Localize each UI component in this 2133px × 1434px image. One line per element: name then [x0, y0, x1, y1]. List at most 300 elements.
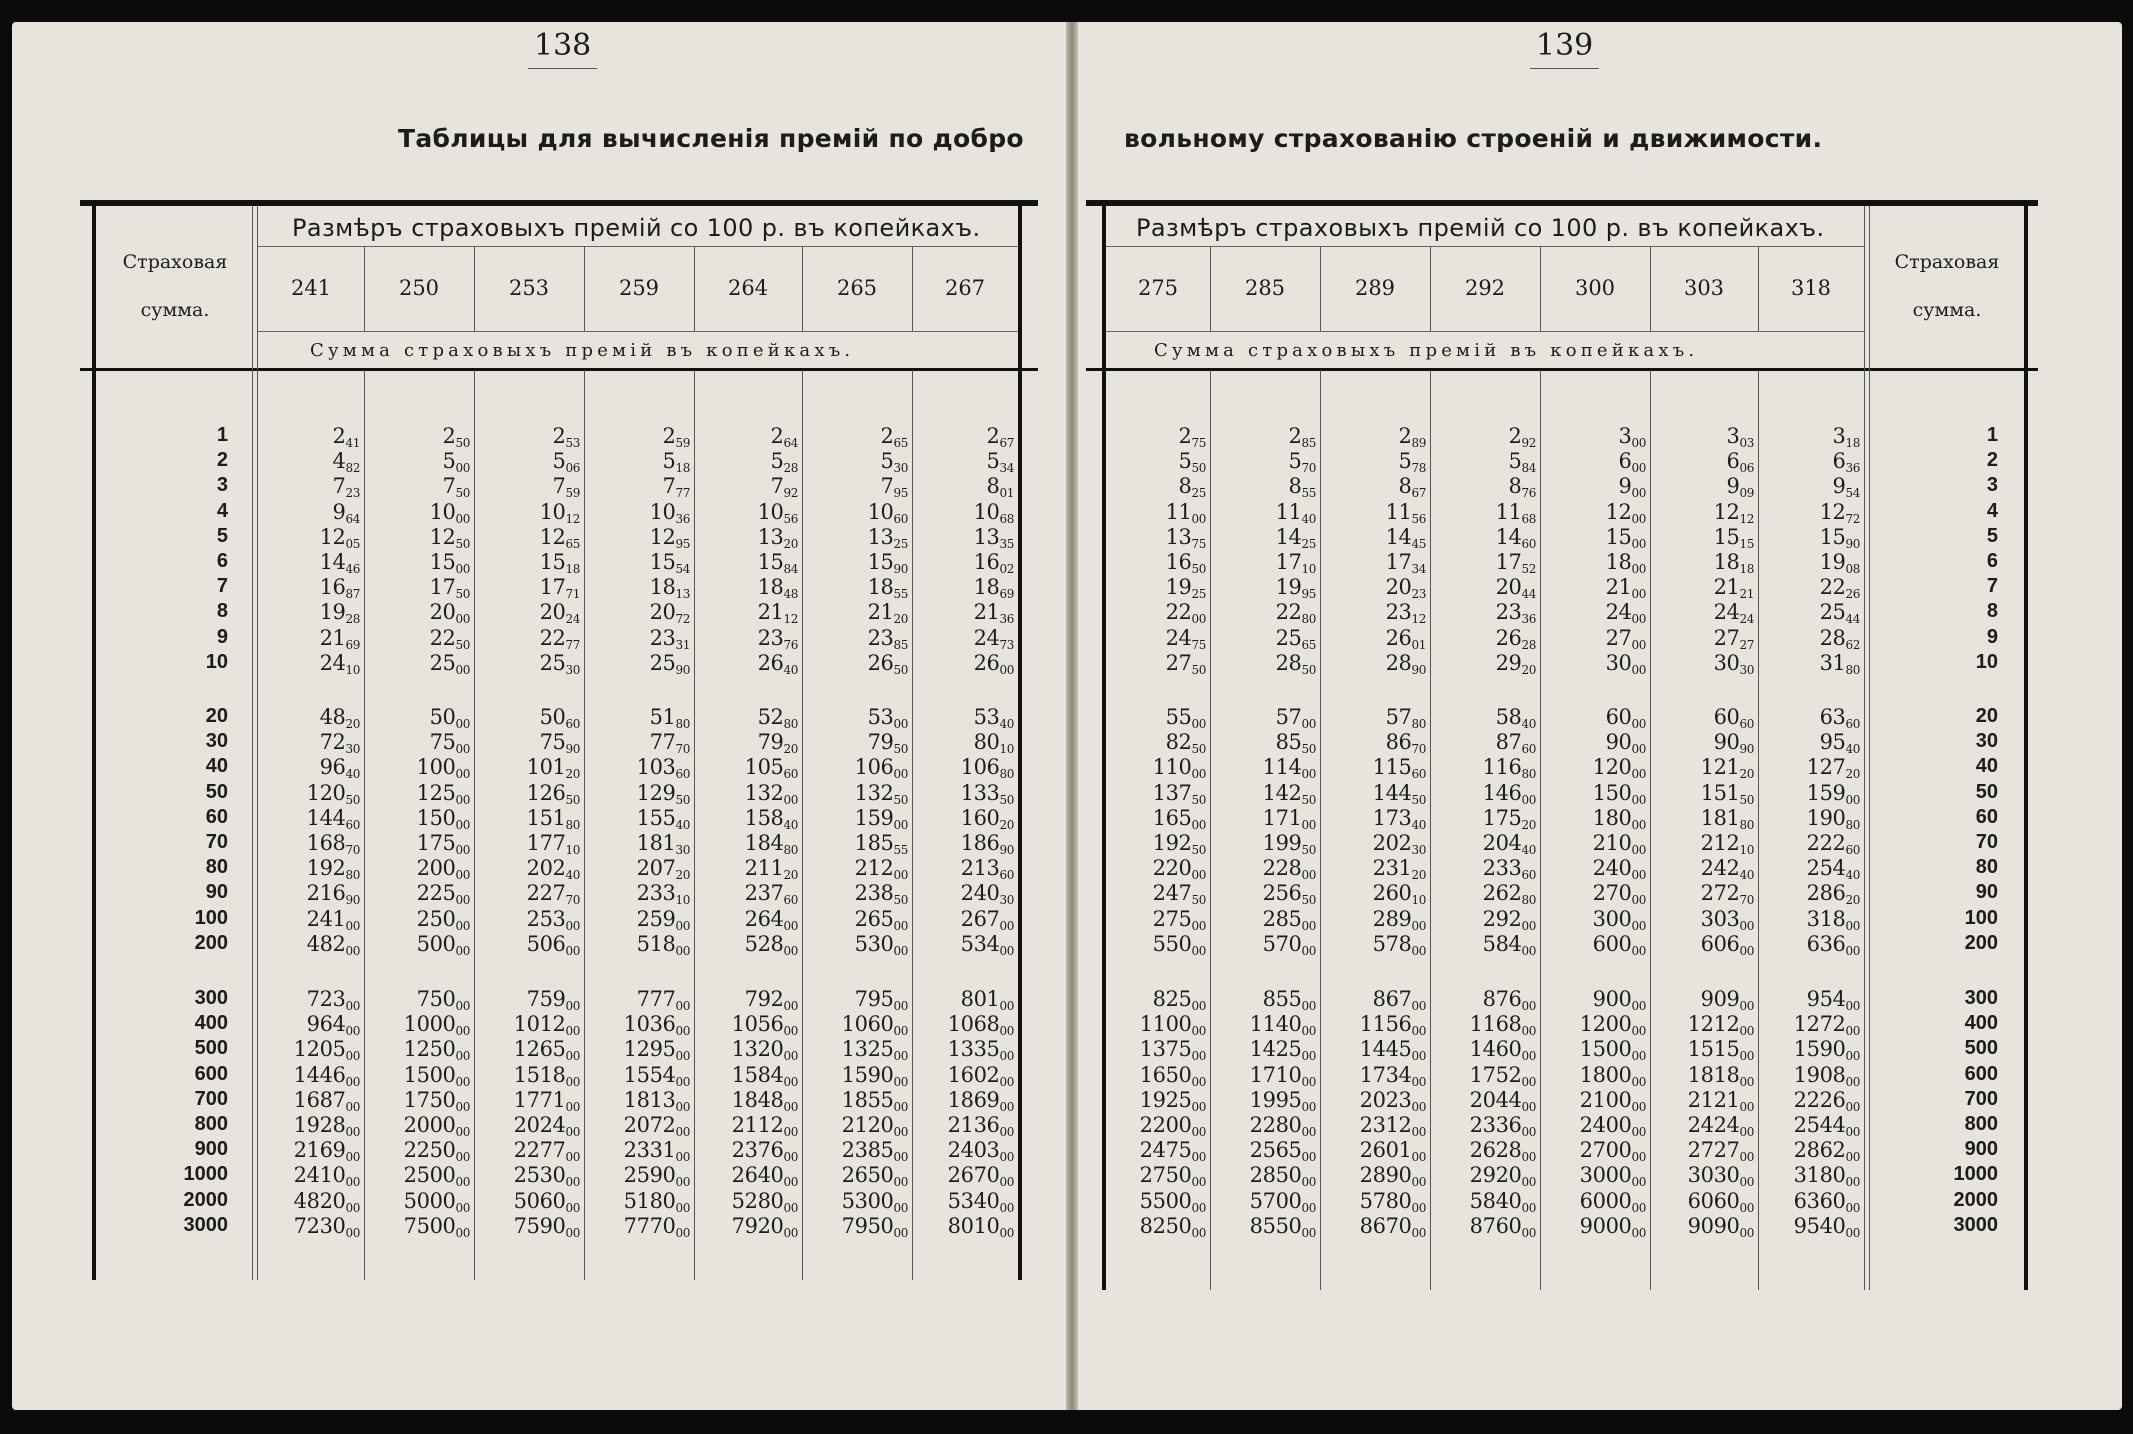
premium-kopecks: 80	[1739, 817, 1754, 832]
left-premium-cell	[590, 1063, 690, 1089]
premium-rubles: 528	[744, 931, 784, 956]
premium-kopecks: 60	[893, 511, 908, 526]
right-premium-cell	[1326, 932, 1426, 958]
left-rate-divider	[694, 246, 695, 331]
premium-kopecks: 40	[1521, 717, 1536, 731]
premium-kopecks: 18	[565, 562, 580, 576]
premium-kopecks: 40	[345, 767, 360, 782]
premium-kopecks: 90	[345, 893, 360, 908]
premium-rubles: 10	[649, 499, 676, 524]
premium-rubles: 150	[416, 805, 456, 830]
premium-kopecks: 00	[565, 1024, 580, 1039]
premium-rubles: 18	[649, 575, 676, 600]
premium-rubles: 77	[649, 730, 676, 755]
right-premium-cell	[1654, 1138, 1754, 1164]
premium-rubles: 2590	[623, 1163, 676, 1188]
premium-rubles: 8	[1288, 474, 1302, 499]
left-premium-cell	[698, 932, 798, 958]
right-premium-cell	[1436, 987, 1536, 1013]
left-premium-cell	[590, 1012, 690, 1038]
premium-kopecks: 00	[565, 1125, 580, 1139]
left-rate-divider	[364, 246, 365, 331]
premium-kopecks: 09	[1739, 486, 1754, 501]
right-premium-cell	[1546, 705, 1646, 731]
premium-rubles: 175	[1482, 805, 1522, 830]
left-premium-cell	[480, 907, 580, 933]
premium-kopecks: 00	[1631, 461, 1646, 476]
premium-kopecks: 00	[1739, 1024, 1754, 1039]
right-premium-cell	[1654, 987, 1754, 1013]
right-premium-cell	[1760, 449, 1860, 475]
premium-rubles: 23	[867, 625, 894, 650]
right-premium-cell	[1436, 1088, 1536, 1114]
premium-rubles: 8	[986, 474, 1000, 499]
right-premium-cell	[1546, 474, 1646, 500]
premium-rubles: 202	[526, 856, 566, 881]
left-premium-cell	[480, 881, 580, 907]
premium-kopecks: 00	[1301, 1024, 1316, 1039]
left-premium-cell	[808, 474, 908, 500]
right-header-rule	[1086, 368, 2038, 371]
right-amount-4: 4	[1986, 499, 1998, 522]
premium-kopecks: 60	[1845, 717, 1860, 731]
premium-kopecks: 30	[1411, 843, 1426, 857]
premium-kopecks: 00	[1521, 1200, 1536, 1215]
premium-rubles: 2000	[403, 1113, 456, 1137]
right-premium-cell	[1216, 1138, 1316, 1164]
premium-rubles: 600	[1592, 931, 1632, 956]
left-premium-cell	[590, 1037, 690, 1063]
left-premium-cell	[480, 831, 580, 857]
left-premium-cell	[260, 474, 360, 500]
premium-rubles: 2	[552, 424, 566, 448]
premium-rubles: 2	[442, 424, 456, 448]
premium-rubles: 5180	[623, 1188, 676, 1213]
premium-kopecks: 00	[1631, 1074, 1646, 1089]
premium-kopecks: 00	[1845, 1200, 1860, 1215]
premium-kopecks: 80	[999, 767, 1014, 782]
left-premium-cell	[480, 705, 580, 731]
left-rate-250: 250	[398, 276, 440, 300]
left-premium-cell	[914, 1063, 1014, 1089]
left-premium-cell	[698, 755, 798, 781]
premium-kopecks: 00	[455, 918, 470, 933]
premium-kopecks: 01	[999, 486, 1014, 501]
premium-rubles: 900	[1592, 987, 1632, 1011]
premium-rubles: 247	[1152, 881, 1192, 906]
premium-rubles: 8760	[1469, 1213, 1522, 1238]
premium-rubles: 2530	[513, 1163, 566, 1188]
premium-kopecks: 06	[565, 461, 580, 476]
premium-kopecks: 08	[1845, 562, 1860, 576]
left-premium-cell	[914, 474, 1014, 500]
premium-kopecks: 00	[1845, 1099, 1860, 1114]
premium-kopecks: 00	[1521, 999, 1536, 1013]
premium-kopecks: 00	[455, 843, 470, 857]
right-premium-cell	[1546, 755, 1646, 781]
premium-kopecks: 62	[1845, 637, 1860, 652]
right-premium-cell	[1106, 932, 1206, 958]
right-column-divider	[1210, 370, 1211, 1290]
premium-rubles: 7	[332, 474, 346, 499]
right-premium-cell	[1436, 1189, 1536, 1215]
left-premium-cell	[480, 550, 580, 576]
premium-rubles: 2250	[403, 1138, 456, 1163]
left-amount-400: 400	[194, 1012, 228, 1035]
premium-rubles: 5	[1178, 449, 1192, 474]
premium-rubles: 7	[552, 474, 566, 499]
premium-kopecks: 00	[675, 1150, 690, 1165]
right-premium-cell	[1326, 705, 1426, 731]
premium-kopecks: 00	[565, 999, 580, 1013]
left-column-divider	[474, 370, 475, 1280]
premium-rubles: 15	[757, 550, 784, 574]
left-sum-separator	[252, 206, 253, 1280]
premium-rubles: 9	[1618, 474, 1632, 499]
right-top-rule	[1086, 200, 2038, 206]
premium-kopecks: 40	[1411, 817, 1426, 832]
premium-rubles: 2100	[1579, 1087, 1632, 1112]
right-premium-cell	[1436, 550, 1536, 576]
left-premium-cell	[480, 424, 580, 450]
premium-kopecks: 64	[345, 511, 360, 526]
premium-kopecks: 00	[345, 1099, 360, 1114]
right-premium-cell	[1546, 987, 1646, 1013]
premium-rubles: 534	[960, 931, 1000, 956]
premium-kopecks: 90	[675, 662, 690, 677]
premium-rubles: 2403	[947, 1138, 1000, 1163]
premium-kopecks: 00	[1411, 1175, 1426, 1190]
right-amount-300: 300	[1964, 987, 1998, 1009]
left-premium-cell	[914, 932, 1014, 958]
premium-rubles: 12	[319, 524, 346, 549]
premium-rubles: 3180	[1793, 1163, 1846, 1188]
premium-kopecks: 50	[893, 662, 908, 677]
premium-kopecks: 00	[1631, 612, 1646, 627]
premium-kopecks: 60	[1739, 717, 1754, 731]
premium-rubles: 1250	[403, 1037, 456, 1062]
right-page-heading: вольному страхованію строеній и движимости.	[1124, 124, 1823, 153]
premium-kopecks: 75	[1191, 436, 1206, 450]
left-premium-cell	[370, 856, 470, 882]
right-premium-cell	[1546, 932, 1646, 958]
right-premium-cell	[1760, 1113, 1860, 1139]
premium-kopecks: 00	[1301, 1200, 1316, 1215]
left-premium-cell	[698, 856, 798, 882]
left-premium-cell	[590, 449, 690, 475]
premium-rubles: 1515	[1687, 1037, 1740, 1062]
right-premium-cell	[1546, 881, 1646, 907]
premium-rubles: 26	[757, 650, 784, 675]
premium-kopecks: 50	[1191, 893, 1206, 908]
right-premium-cell	[1326, 881, 1426, 907]
right-premium-cell	[1106, 1138, 1206, 1164]
right-amount-1: 1	[1986, 424, 1998, 446]
premium-kopecks: 00	[565, 1074, 580, 1089]
premium-rubles: 1500	[1579, 1037, 1632, 1062]
right-premium-cell	[1436, 474, 1536, 500]
premium-kopecks: 00	[1411, 1125, 1426, 1139]
left-premium-cell	[698, 1037, 798, 1063]
premium-kopecks: 20	[893, 612, 908, 627]
premium-kopecks: 00	[1631, 1099, 1646, 1114]
premium-rubles: 636	[1806, 931, 1846, 956]
premium-rubles: 2424	[1687, 1113, 1740, 1137]
premium-rubles: 14	[319, 550, 346, 574]
premium-rubles: 6	[1618, 449, 1632, 474]
right-premium-cell	[1436, 781, 1536, 807]
premium-rubles: 185	[854, 831, 894, 855]
premium-rubles: 2862	[1793, 1138, 1846, 1163]
right-premium-cell	[1654, 730, 1754, 756]
left-premium-cell	[480, 500, 580, 526]
premium-rubles: 115	[1372, 755, 1412, 780]
premium-kopecks: 20	[783, 536, 798, 551]
premium-kopecks: 00	[675, 1125, 690, 1139]
right-premium-cell	[1654, 1113, 1754, 1139]
premium-rubles: 15	[539, 550, 566, 574]
premium-rubles: 506	[526, 931, 566, 956]
premium-kopecks: 00	[1631, 918, 1646, 933]
right-column-divider	[1650, 370, 1651, 1290]
premium-kopecks: 80	[675, 717, 690, 731]
premium-rubles: 1848	[731, 1087, 784, 1112]
premium-rubles: 24	[1165, 625, 1192, 650]
premium-kopecks: 40	[1301, 511, 1316, 526]
right-premium-cell	[1326, 525, 1426, 551]
left-premium-cell	[914, 831, 1014, 857]
premium-rubles: 1425	[1249, 1037, 1302, 1062]
premium-kopecks: 00	[345, 1024, 360, 1039]
left-premium-cell	[808, 600, 908, 626]
left-premium-cell	[480, 781, 580, 807]
left-premium-cell	[914, 651, 1014, 677]
premium-rubles: 90	[1605, 730, 1632, 755]
left-premium-cell	[590, 1113, 690, 1139]
premium-rubles: 2312	[1359, 1113, 1412, 1137]
premium-rubles: 238	[854, 881, 894, 906]
premium-kopecks: 00	[1191, 1099, 1206, 1114]
premium-kopecks: 65	[893, 436, 908, 450]
premium-rubles: 2136	[947, 1113, 1000, 1137]
right-premium-cell	[1216, 626, 1316, 652]
right-premium-cell	[1760, 932, 1860, 958]
premium-kopecks: 00	[999, 1200, 1014, 1215]
premium-rubles: 30	[1605, 650, 1632, 675]
premium-kopecks: 00	[999, 918, 1014, 933]
right-premium-cell	[1326, 856, 1426, 882]
premium-rubles: 96	[319, 755, 346, 780]
premium-kopecks: 45	[1411, 536, 1426, 551]
premium-kopecks: 60	[345, 817, 360, 832]
premium-rubles: 165	[1152, 805, 1192, 830]
right-premium-cell	[1436, 932, 1536, 958]
premium-rubles: 14	[1275, 524, 1302, 549]
right-premium-cell	[1760, 781, 1860, 807]
premium-kopecks: 10	[1301, 562, 1316, 576]
left-premium-cell	[590, 1088, 690, 1114]
premium-kopecks: 13	[675, 587, 690, 602]
premium-kopecks: 00	[1845, 1074, 1860, 1089]
premium-kopecks: 21	[1739, 587, 1754, 602]
premium-rubles: 1272	[1793, 1012, 1846, 1037]
premium-kopecks: 00	[893, 1175, 908, 1190]
premium-rubles: 79	[867, 730, 894, 755]
right-amount-6: 6	[1986, 550, 1998, 572]
right-premium-cell	[1760, 1214, 1860, 1240]
premium-kopecks: 40	[783, 817, 798, 832]
left-premium-cell	[914, 856, 1014, 882]
right-premium-cell	[1216, 449, 1316, 475]
premium-rubles: 79	[757, 730, 784, 755]
premium-rubles: 518	[636, 931, 676, 956]
right-amount-600: 600	[1964, 1062, 1998, 1085]
premium-kopecks: 00	[455, 717, 470, 731]
premium-rubles: 150	[1592, 780, 1632, 805]
premium-kopecks: 65	[1301, 637, 1316, 652]
premium-kopecks: 50	[999, 792, 1014, 807]
left-premium-cell	[914, 1138, 1014, 1164]
premium-rubles: 190	[1806, 805, 1846, 830]
right-premium-cell	[1654, 474, 1754, 500]
right-premium-cell	[1546, 806, 1646, 832]
left-premium-cell	[370, 781, 470, 807]
right-caption-rule	[1106, 246, 1864, 247]
premium-rubles: 216	[306, 881, 346, 906]
left-premium-cell	[914, 1037, 1014, 1063]
left-amount-9: 9	[216, 625, 228, 648]
right-premium-cell	[1546, 1037, 1646, 1063]
premium-rubles: 792	[744, 987, 784, 1011]
premium-kopecks: 00	[1845, 1225, 1860, 1240]
premium-kopecks: 95	[893, 486, 908, 501]
left-premium-cell	[698, 831, 798, 857]
left-premium-cell	[914, 1163, 1014, 1189]
left-column-divider	[802, 370, 803, 1280]
right-premium-cell	[1326, 651, 1426, 677]
premium-kopecks: 00	[1845, 943, 1860, 958]
left-premium-cell	[370, 1138, 470, 1164]
premium-rubles: 2	[1288, 424, 1302, 448]
premium-kopecks: 00	[1631, 511, 1646, 526]
premium-kopecks: 02	[999, 562, 1014, 576]
right-premium-cell	[1760, 500, 1860, 526]
premium-kopecks: 18	[675, 461, 690, 476]
premium-kopecks: 00	[783, 943, 798, 958]
premium-kopecks: 28	[1521, 637, 1536, 652]
left-premium-cell	[370, 831, 470, 857]
premium-rubles: 2500	[403, 1163, 456, 1188]
left-page-number: 138	[534, 28, 592, 63]
left-premium-cell	[698, 600, 798, 626]
premium-kopecks: 00	[565, 918, 580, 933]
right-premium-cell	[1654, 755, 1754, 781]
right-premium-cell	[1546, 1163, 1646, 1189]
premium-rubles: 289	[1372, 906, 1412, 931]
right-premium-cell	[1546, 1063, 1646, 1089]
premium-kopecks: 12	[783, 612, 798, 627]
right-premium-cell	[1546, 831, 1646, 857]
premium-kopecks: 00	[1301, 943, 1316, 958]
premium-rubles: 1212	[1687, 1012, 1740, 1037]
premium-rubles: 184	[744, 831, 784, 855]
premium-rubles: 1036	[623, 1012, 676, 1037]
premium-kopecks: 80	[1411, 717, 1426, 731]
premium-rubles: 1995	[1249, 1087, 1302, 1112]
premium-rubles: 267	[960, 906, 1000, 931]
left-premium-cell	[698, 1214, 798, 1240]
premium-kopecks: 55	[1301, 486, 1316, 501]
left-premium-cell	[370, 449, 470, 475]
premium-kopecks: 00	[1521, 1024, 1536, 1039]
premium-kopecks: 00	[1521, 1125, 1536, 1139]
premium-rubles: 17	[429, 575, 456, 600]
left-premium-cell	[914, 550, 1014, 576]
premium-rubles: 241	[306, 906, 346, 931]
left-premium-cell	[808, 1189, 908, 1215]
left-premium-cell	[808, 1063, 908, 1089]
premium-rubles: 1928	[293, 1113, 346, 1137]
premium-kopecks: 00	[1845, 1125, 1860, 1139]
right-premium-cell	[1760, 474, 1860, 500]
right-premium-cell	[1106, 806, 1206, 832]
premium-rubles: 207	[636, 856, 676, 881]
right-premium-cell	[1216, 705, 1316, 731]
premium-kopecks: 35	[999, 536, 1014, 551]
left-premium-cell	[808, 781, 908, 807]
premium-kopecks: 40	[1521, 843, 1536, 857]
left-page-heading: Таблицы для вычисленія премій по добро	[398, 124, 1024, 153]
left-premium-cell	[808, 626, 908, 652]
premium-kopecks: 28	[783, 461, 798, 476]
premium-kopecks: 56	[783, 511, 798, 526]
right-premium-cell	[1654, 550, 1754, 576]
left-premium-cell	[260, 1163, 360, 1189]
premium-rubles: 5280	[731, 1188, 784, 1213]
premium-rubles: 2120	[841, 1113, 894, 1137]
premium-rubles: 21	[973, 600, 1000, 625]
premium-kopecks: 69	[999, 587, 1014, 602]
premium-kopecks: 90	[1739, 742, 1754, 757]
premium-rubles: 28	[1275, 650, 1302, 675]
right-premium-cell	[1654, 806, 1754, 832]
right-premium-cell	[1106, 987, 1206, 1013]
premium-kopecks: 70	[565, 893, 580, 908]
premium-kopecks: 73	[999, 637, 1014, 652]
premium-kopecks: 30	[999, 893, 1014, 908]
left-premium-cell	[590, 1189, 690, 1215]
premium-kopecks: 00	[1845, 1175, 1860, 1190]
premium-rubles: 8	[1508, 474, 1522, 499]
left-premium-cell	[698, 550, 798, 576]
premium-rubles: 1445	[1359, 1037, 1412, 1062]
premium-rubles: 530	[854, 931, 894, 956]
premium-kopecks: 00	[1301, 1099, 1316, 1114]
premium-rubles: 2727	[1687, 1138, 1740, 1163]
premium-kopecks: 60	[1521, 868, 1536, 883]
right-premium-cell	[1654, 781, 1754, 807]
right-premium-cell	[1216, 856, 1316, 882]
right-premium-cell	[1216, 881, 1316, 907]
premium-rubles: 1500	[403, 1062, 456, 1087]
premium-kopecks: 85	[893, 637, 908, 652]
premium-kopecks: 00	[455, 1175, 470, 1190]
premium-rubles: 3	[1726, 424, 1740, 448]
premium-rubles: 13	[867, 524, 894, 549]
premium-rubles: 250	[416, 906, 456, 931]
premium-kopecks: 00	[1411, 943, 1426, 958]
left-premium-cell	[808, 705, 908, 731]
